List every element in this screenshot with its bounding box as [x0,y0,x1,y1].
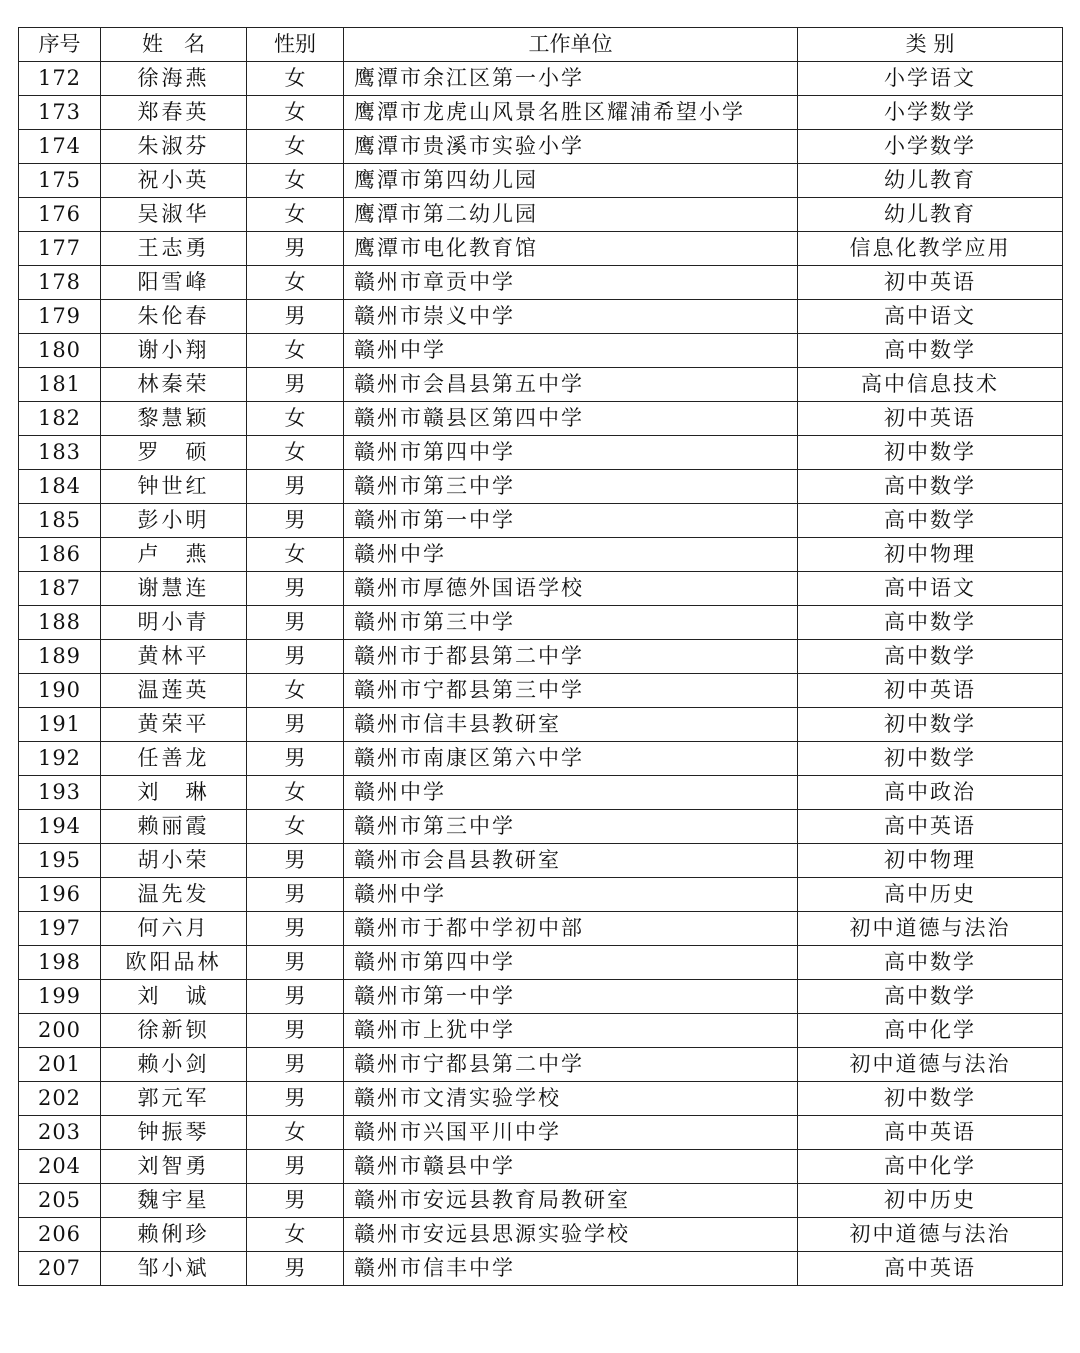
row-sex: 女 [247,674,344,708]
row-sex: 男 [247,504,344,538]
table-row [19,1218,1063,1252]
row-category: 高中数学 [798,504,1063,538]
table-row [19,232,1063,266]
row-number: 199 [19,980,101,1014]
table-header [19,28,1063,62]
row-name: 魏宇星 [101,1184,247,1218]
row-number: 200 [19,1014,101,1048]
row-name: 赖丽霞 [101,810,247,844]
row-sex: 女 [247,436,344,470]
row-sex: 女 [247,198,344,232]
header-no: 序号 [19,28,101,62]
row-name: 朱淑芬 [101,130,247,164]
row-category: 高中化学 [798,1150,1063,1184]
row-unit: 赣州中学 [344,334,798,368]
row-sex: 女 [247,1218,344,1252]
table-row [19,436,1063,470]
row-category: 高中数学 [798,606,1063,640]
row-sex: 男 [247,1184,344,1218]
row-category: 高中政治 [798,776,1063,810]
row-category: 小学语文 [798,62,1063,96]
row-unit: 赣州市厚德外国语学校 [344,572,798,606]
row-name: 钟振琴 [101,1116,247,1150]
table-row [19,980,1063,1014]
row-category: 高中历史 [798,878,1063,912]
row-category: 初中英语 [798,402,1063,436]
row-name: 黄荣平 [101,708,247,742]
row-name: 胡小荣 [101,844,247,878]
row-sex: 男 [247,912,344,946]
row-sex: 男 [247,844,344,878]
table-row [19,1150,1063,1184]
row-name: 刘 诚 [101,980,247,1014]
table-row [19,708,1063,742]
row-unit: 赣州市赣县区第四中学 [344,402,798,436]
row-unit: 赣州市于都县第二中学 [344,640,798,674]
row-category: 高中信息技术 [798,368,1063,402]
row-number: 197 [19,912,101,946]
row-number: 176 [19,198,101,232]
row-category: 初中数学 [798,1082,1063,1116]
row-unit: 鹰潭市贵溪市实验小学 [344,130,798,164]
row-number: 205 [19,1184,101,1218]
table-row [19,640,1063,674]
header-row [19,28,1063,62]
table-row [19,334,1063,368]
row-sex: 女 [247,1116,344,1150]
row-name: 赖小剑 [101,1048,247,1082]
row-unit: 赣州市安远县思源实验学校 [344,1218,798,1252]
row-number: 188 [19,606,101,640]
header-unit: 工作单位 [344,28,798,62]
row-sex: 女 [247,334,344,368]
row-sex: 男 [247,980,344,1014]
table-row [19,742,1063,776]
row-category: 高中数学 [798,640,1063,674]
row-category: 初中道德与法治 [798,1048,1063,1082]
row-number: 179 [19,300,101,334]
row-category: 初中物理 [798,538,1063,572]
row-category: 初中英语 [798,266,1063,300]
row-sex: 女 [247,402,344,436]
row-sex: 女 [247,164,344,198]
row-number: 204 [19,1150,101,1184]
row-name: 刘智勇 [101,1150,247,1184]
row-sex: 男 [247,878,344,912]
row-category: 高中语文 [798,572,1063,606]
row-name: 温先发 [101,878,247,912]
table-row [19,538,1063,572]
row-unit: 赣州市第四中学 [344,946,798,980]
row-number: 173 [19,96,101,130]
row-number: 181 [19,368,101,402]
row-sex: 男 [247,606,344,640]
row-sex: 女 [247,62,344,96]
row-unit: 鹰潭市第四幼儿园 [344,164,798,198]
header-name: 姓 名 [101,28,247,62]
table-row [19,844,1063,878]
row-category: 初中数学 [798,436,1063,470]
table-row [19,1048,1063,1082]
row-category: 信息化教学应用 [798,232,1063,266]
table-row [19,470,1063,504]
row-number: 203 [19,1116,101,1150]
row-category: 初中历史 [798,1184,1063,1218]
row-sex: 女 [247,810,344,844]
row-number: 178 [19,266,101,300]
row-name: 黄林平 [101,640,247,674]
row-number: 192 [19,742,101,776]
row-name: 徐新钡 [101,1014,247,1048]
table-row [19,368,1063,402]
table-row [19,1116,1063,1150]
row-number: 195 [19,844,101,878]
row-number: 177 [19,232,101,266]
table-row [19,1014,1063,1048]
row-name: 谢小翔 [101,334,247,368]
row-number: 184 [19,470,101,504]
row-unit: 赣州市章贡中学 [344,266,798,300]
row-unit: 赣州市第一中学 [344,504,798,538]
row-category: 小学数学 [798,96,1063,130]
row-number: 201 [19,1048,101,1082]
row-unit: 赣州市南康区第六中学 [344,742,798,776]
row-sex: 男 [247,1252,344,1286]
row-sex: 男 [247,742,344,776]
roster-table [18,27,1063,1286]
row-name: 徐海燕 [101,62,247,96]
table-row [19,1184,1063,1218]
row-name: 王志勇 [101,232,247,266]
row-unit: 赣州中学 [344,878,798,912]
row-sex: 男 [247,640,344,674]
row-sex: 男 [247,1048,344,1082]
row-category: 高中英语 [798,1252,1063,1286]
row-sex: 女 [247,776,344,810]
row-sex: 男 [247,1082,344,1116]
row-sex: 女 [247,266,344,300]
row-name: 钟世红 [101,470,247,504]
row-number: 185 [19,504,101,538]
row-category: 初中数学 [798,708,1063,742]
row-sex: 女 [247,538,344,572]
row-name: 祝小英 [101,164,247,198]
row-unit: 赣州中学 [344,776,798,810]
row-sex: 男 [247,300,344,334]
row-name: 阳雪峰 [101,266,247,300]
row-name: 何六月 [101,912,247,946]
table-body [19,62,1063,1286]
row-unit: 赣州市文清实验学校 [344,1082,798,1116]
table-row [19,912,1063,946]
table-row [19,402,1063,436]
row-unit: 赣州市赣县中学 [344,1150,798,1184]
row-category: 幼儿教育 [798,198,1063,232]
row-number: 174 [19,130,101,164]
table-row [19,504,1063,538]
row-sex: 女 [247,130,344,164]
table-row [19,946,1063,980]
row-number: 187 [19,572,101,606]
row-name: 邹小斌 [101,1252,247,1286]
row-unit: 赣州市上犹中学 [344,1014,798,1048]
table-row [19,776,1063,810]
row-category: 高中数学 [798,470,1063,504]
row-category: 初中道德与法治 [798,912,1063,946]
row-sex: 男 [247,946,344,980]
row-number: 189 [19,640,101,674]
row-name: 吴淑华 [101,198,247,232]
table-row [19,96,1063,130]
row-category: 高中化学 [798,1014,1063,1048]
row-number: 191 [19,708,101,742]
row-number: 207 [19,1252,101,1286]
row-unit: 赣州市第三中学 [344,810,798,844]
row-number: 186 [19,538,101,572]
row-name: 卢 燕 [101,538,247,572]
row-unit: 鹰潭市龙虎山风景名胜区耀浦希望小学 [344,96,798,130]
row-unit: 赣州市安远县教育局教研室 [344,1184,798,1218]
row-name: 黎慧颖 [101,402,247,436]
row-unit: 鹰潭市余江区第一小学 [344,62,798,96]
table-row [19,572,1063,606]
row-unit: 赣州市会昌县教研室 [344,844,798,878]
row-sex: 女 [247,96,344,130]
table-row [19,606,1063,640]
row-number: 172 [19,62,101,96]
row-sex: 男 [247,470,344,504]
row-number: 194 [19,810,101,844]
table-row [19,164,1063,198]
table-row [19,1082,1063,1116]
row-name: 郭元军 [101,1082,247,1116]
row-name: 林秦荣 [101,368,247,402]
table-row [19,300,1063,334]
row-unit: 赣州市第四中学 [344,436,798,470]
row-name: 赖俐珍 [101,1218,247,1252]
row-name: 彭小明 [101,504,247,538]
row-sex: 男 [247,232,344,266]
header-category: 类 别 [798,28,1063,62]
row-unit: 赣州市兴国平川中学 [344,1116,798,1150]
row-number: 182 [19,402,101,436]
row-unit: 赣州市第三中学 [344,606,798,640]
row-unit: 鹰潭市第二幼儿园 [344,198,798,232]
row-sex: 男 [247,708,344,742]
table-row [19,1252,1063,1286]
row-unit: 赣州市第三中学 [344,470,798,504]
row-category: 高中英语 [798,810,1063,844]
row-sex: 男 [247,368,344,402]
row-name: 罗 硕 [101,436,247,470]
row-unit: 赣州市于都中学初中部 [344,912,798,946]
row-number: 196 [19,878,101,912]
row-name: 朱伦春 [101,300,247,334]
row-unit: 赣州市第一中学 [344,980,798,1014]
row-sex: 男 [247,1150,344,1184]
table-row [19,266,1063,300]
table-row [19,810,1063,844]
row-category: 高中数学 [798,334,1063,368]
row-number: 198 [19,946,101,980]
header-sex: 性别 [247,28,344,62]
row-category: 初中物理 [798,844,1063,878]
row-unit: 赣州市宁都县第二中学 [344,1048,798,1082]
row-unit: 赣州中学 [344,538,798,572]
row-category: 幼儿教育 [798,164,1063,198]
row-name: 明小青 [101,606,247,640]
row-category: 初中英语 [798,674,1063,708]
row-category: 高中数学 [798,980,1063,1014]
row-number: 190 [19,674,101,708]
row-number: 180 [19,334,101,368]
row-name: 刘 琳 [101,776,247,810]
row-category: 初中数学 [798,742,1063,776]
table-row [19,878,1063,912]
row-number: 206 [19,1218,101,1252]
row-name: 温莲英 [101,674,247,708]
row-unit: 赣州市宁都县第三中学 [344,674,798,708]
row-name: 郑春英 [101,96,247,130]
table-row [19,198,1063,232]
table-row [19,674,1063,708]
row-name: 谢慧连 [101,572,247,606]
row-number: 183 [19,436,101,470]
row-unit: 赣州市会昌县第五中学 [344,368,798,402]
row-unit: 赣州市崇义中学 [344,300,798,334]
row-sex: 男 [247,1014,344,1048]
row-category: 高中语文 [798,300,1063,334]
row-unit: 鹰潭市电化教育馆 [344,232,798,266]
table-row [19,62,1063,96]
row-name: 欧阳品林 [101,946,247,980]
row-category: 高中英语 [798,1116,1063,1150]
row-unit: 赣州市信丰县教研室 [344,708,798,742]
row-category: 初中道德与法治 [798,1218,1063,1252]
row-unit: 赣州市信丰中学 [344,1252,798,1286]
row-category: 高中数学 [798,946,1063,980]
row-number: 193 [19,776,101,810]
row-sex: 男 [247,572,344,606]
row-name: 任善龙 [101,742,247,776]
row-number: 202 [19,1082,101,1116]
table-row [19,130,1063,164]
row-category: 小学数学 [798,130,1063,164]
row-number: 175 [19,164,101,198]
